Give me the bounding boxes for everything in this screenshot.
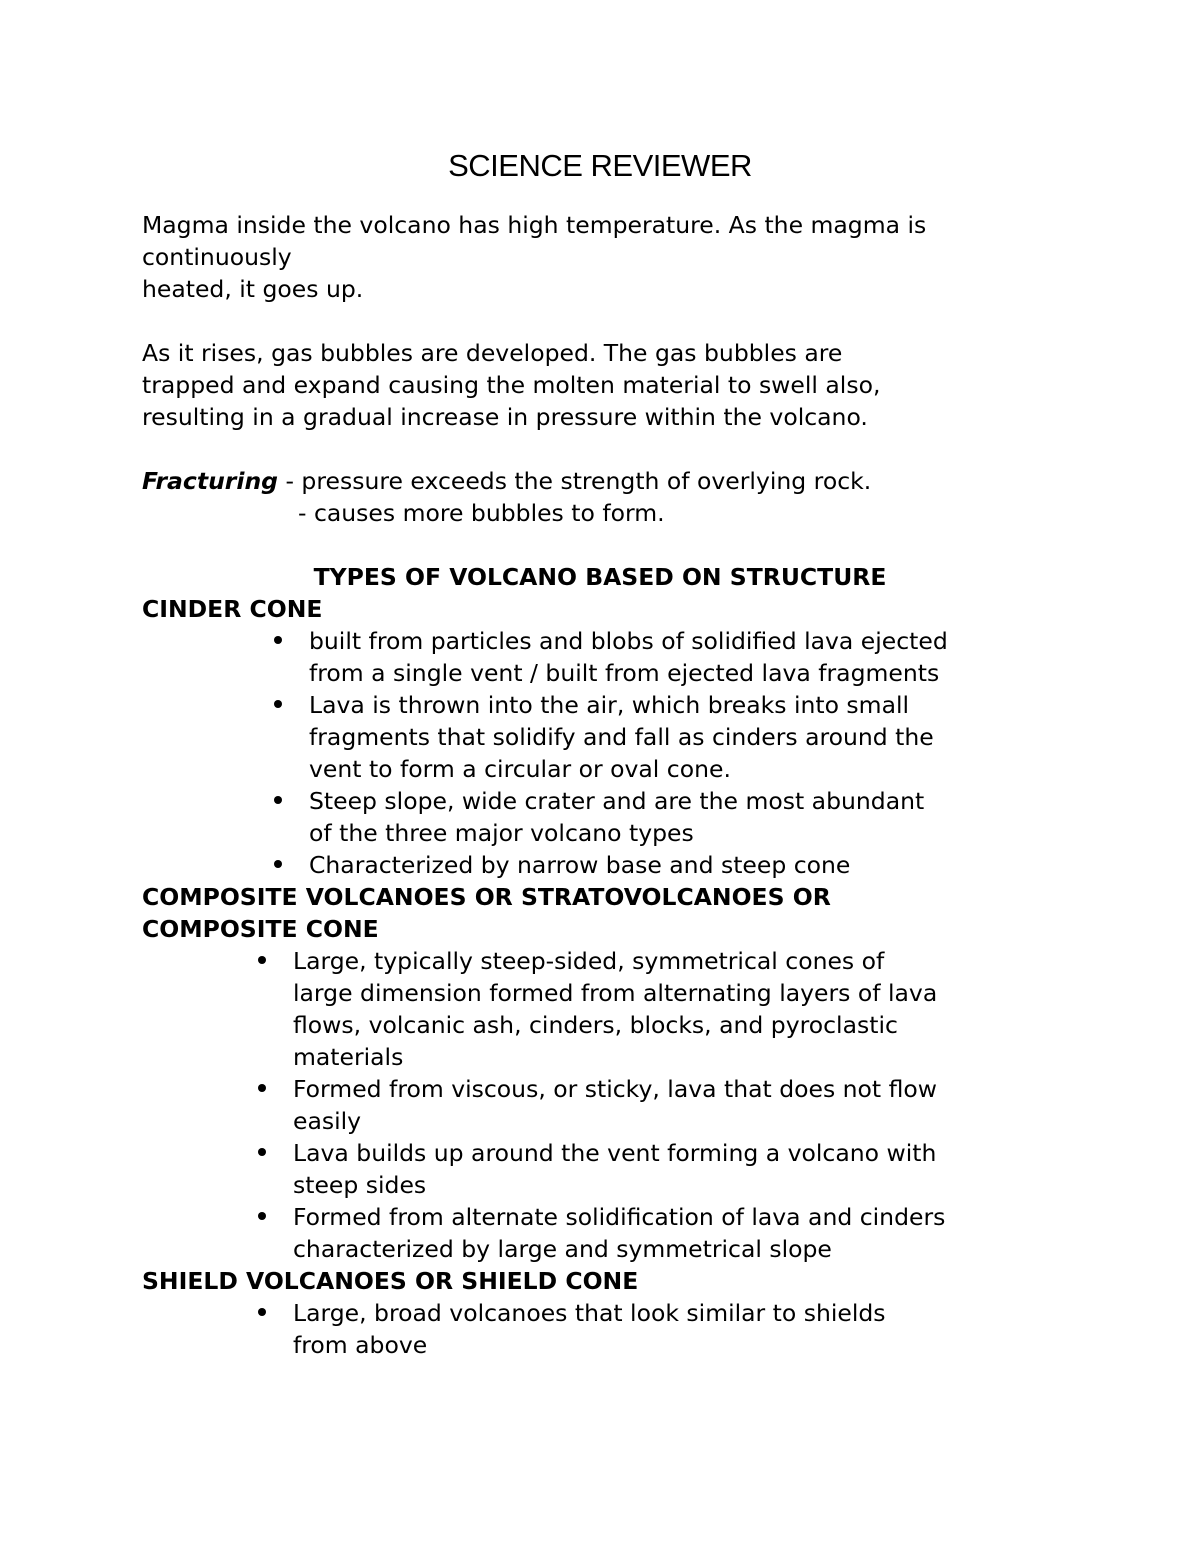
- bullet-dot: [274, 700, 282, 708]
- list-item: Large, broad volcanoes that look similar to shields: [293, 1299, 886, 1327]
- intro-line: As it rises, gas bubbles are developed. The gas bubbles are: [142, 339, 843, 367]
- page-title: SCIENCE REVIEWER: [448, 148, 752, 183]
- bullet-dot: [274, 796, 282, 804]
- composite-heading: COMPOSITE VOLCANOES OR STRATOVOLCANOES OR: [142, 883, 831, 911]
- list-item: Characterized by narrow base and steep cone: [309, 851, 851, 879]
- list-item: of the three major volcano types: [309, 819, 694, 847]
- shield-heading: SHIELD VOLCANOES OR SHIELD CONE: [142, 1267, 639, 1295]
- list-item: from a single vent / built from ejected lava fragments: [309, 659, 940, 687]
- fracturing-term: Fracturing: [142, 467, 279, 495]
- bullet-dot: [258, 1148, 266, 1156]
- list-item: built from particles and blobs of solidified lava ejected: [309, 627, 948, 655]
- intro-line: resulting in a gradual increase in pressure within the volcano.: [142, 403, 868, 431]
- list-item: from above: [293, 1331, 428, 1359]
- fracturing-def-2: - causes more bubbles to form.: [298, 499, 665, 527]
- section-heading: TYPES OF VOLCANO BASED ON STRUCTURE: [313, 563, 887, 591]
- list-item: materials: [293, 1043, 404, 1071]
- list-item: steep sides: [293, 1171, 427, 1199]
- bullet-dot: [258, 956, 266, 964]
- fracturing-def-1: - pressure exceeds the strength of overlying rock.: [278, 467, 872, 495]
- list-item: flows, volcanic ash, cinders, blocks, and pyroclastic: [293, 1011, 898, 1039]
- fracturing-definition: [142, 465, 871, 497]
- composite-heading: COMPOSITE CONE: [142, 915, 379, 943]
- list-item: vent to form a circular or oval cone.: [309, 755, 731, 783]
- list-item: Lava is thrown into the air, which breaks into small: [309, 691, 910, 719]
- list-item: Formed from alternate solidification of lava and cinders: [293, 1203, 946, 1231]
- bullet-dot: [274, 636, 282, 644]
- cinder-cone-heading: CINDER CONE: [142, 595, 323, 623]
- bullet-dot: [258, 1212, 266, 1220]
- intro-line: continuously: [142, 243, 292, 271]
- bullet-dot: [258, 1308, 266, 1316]
- list-item: characterized by large and symmetrical slope: [293, 1235, 832, 1263]
- list-item: Large, typically steep-sided, symmetrical cones of: [293, 947, 885, 975]
- list-item: Lava builds up around the vent forming a volcano with: [293, 1139, 937, 1167]
- list-item: Formed from viscous, or sticky, lava that does not flow: [293, 1075, 938, 1103]
- list-item: Steep slope, wide crater and are the most abundant: [309, 787, 925, 815]
- bullet-dot: [274, 860, 282, 868]
- list-item: large dimension formed from alternating layers of lava: [293, 979, 938, 1007]
- bullet-dot: [258, 1084, 266, 1092]
- intro-line: trapped and expand causing the molten material to swell also,: [142, 371, 881, 399]
- intro-line: heated, it goes up.: [142, 275, 364, 303]
- list-item: easily: [293, 1107, 362, 1135]
- intro-line: Magma inside the volcano has high temperature. As the magma is: [142, 211, 927, 239]
- list-item: fragments that solidify and fall as cinders around the: [309, 723, 934, 751]
